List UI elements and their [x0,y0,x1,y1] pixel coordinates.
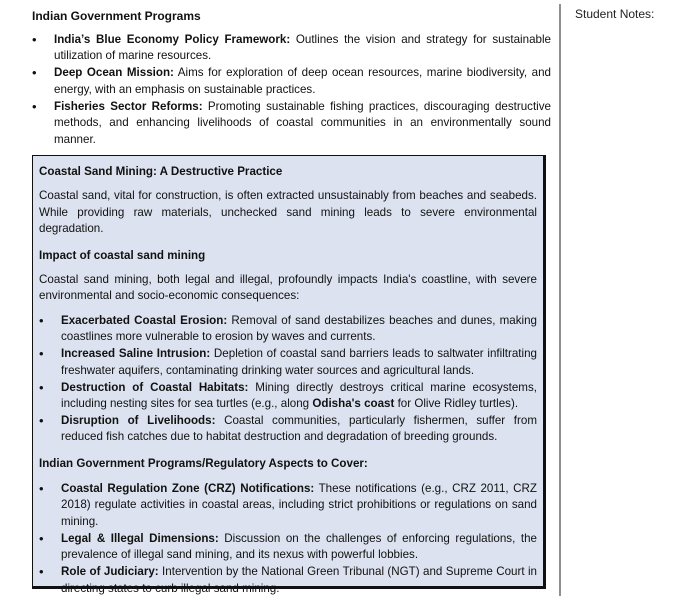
list-item: • Fisheries Sector Reforms: Promoting sustainable fishing practices, discouraging destructive methods, and enhancing livelihoods of coastal communities in an environmentally sound manner. [32,99,551,148]
list-item: • Deep Ocean Mission: Aims for exploration of deep ocean resources, marine biodiversity, and energy, with an emphasis on sustainable practices. [32,65,551,98]
programs-list [32,32,551,149]
item-term: Deep Ocean Mission: [54,66,174,80]
list-item: • Destruction of Coastal Habitats: Mining directly destroys critical marine ecosystems, including nesting sites for sea turtles (e.g., along Odisha's coast for Olive Ridley turtles). [39,380,537,413]
list-item: • Role of Judiciary: Intervention by the National Green Tribunal (NGT) and Supreme Court in directing states to curb illegal sand mining. [39,564,537,597]
list-item: • Legal & Illegal Dimensions: Discussion on the challenges of enforcing regulations, the prevalence of illegal sand mining, and its nexus with powerful lobbies. [39,531,537,564]
section-title: Indian Government Programs [32,9,201,23]
impact-heading: Impact of coastal sand mining [39,248,206,262]
list-item: • Exacerbated Coastal Erosion: Removal of sand destabilizes beaches and dunes, making coastlines more vulnerable to erosion by waves and currents. [39,313,537,346]
list-item: • Increased Saline Intrusion: Depletion of coastal sand barriers leads to saltwater infiltrating freshwater aquifers, contaminating drinking water sources and agricultural lands. [39,346,537,379]
regulatory-list [39,481,537,597]
list-item: • India’s Blue Economy Policy Framework: Outlines the vision and strategy for sustainable utilization of marine resources. [32,32,551,65]
student-notes-label: Student Notes: [575,7,655,21]
sand-mining-callout-box [32,155,546,595]
impacts-list [39,313,537,446]
box-title: Coastal Sand Mining: A Destructive Practice [39,165,283,178]
box-intro: Coastal sand, vital for construction, is often extracted unsustainably from beaches and seabeds. While providing raw materials, unchecked sand mining leads to severe environmental degradation. [39,189,537,236]
list-item: • Coastal Regulation Zone (CRZ) Notifications: These notifications (e.g., CRZ 2011, CRZ 2018) regulate activities in coastal areas, including strict prohibitions or regulations on sand mining. [39,481,537,530]
notes-divider [559,4,561,596]
list-item: • Disruption of Livelihoods: Coastal communities, particularly fishermen, suffer from reduced fish catches due to habitat destruction and degradation of breeding grounds. [39,413,537,446]
impact-intro: Coastal sand mining, both legal and illegal, profoundly impacts India's coastline, with severe environmental and socio-economic consequences: [39,273,537,303]
item-term: Fisheries Sector Reforms: [54,99,203,113]
item-term: India’s Blue Economy Policy Framework: [54,33,291,46]
regulatory-heading: Indian Government Programs/Regulatory Aspects to Cover: [39,457,368,471]
